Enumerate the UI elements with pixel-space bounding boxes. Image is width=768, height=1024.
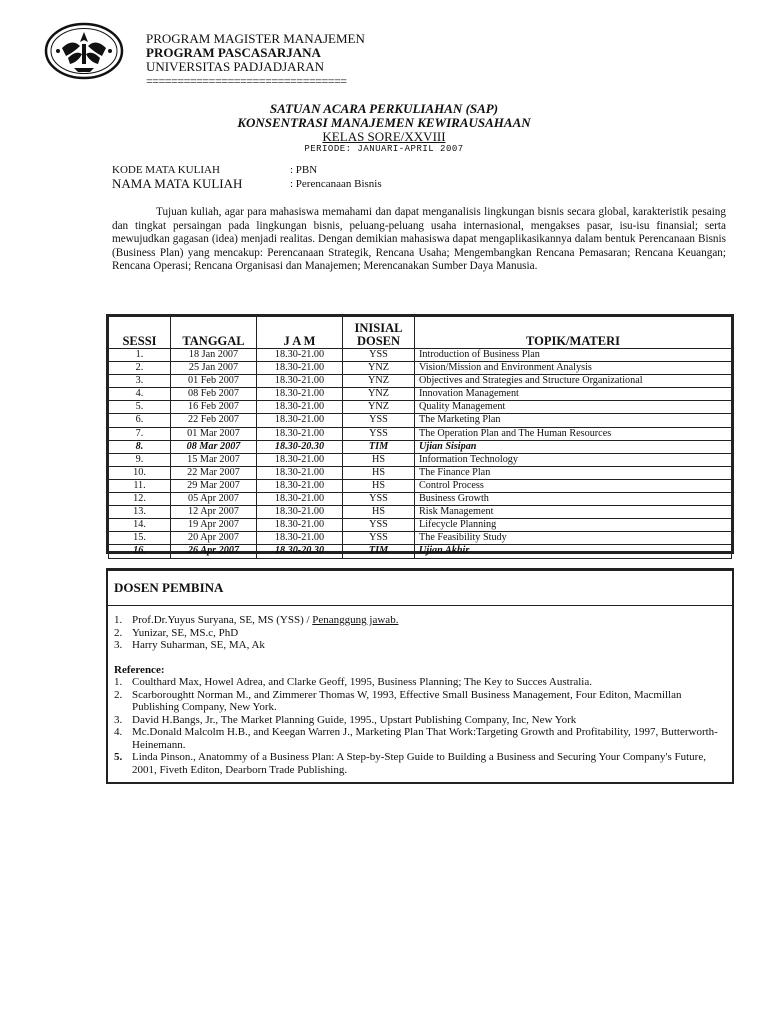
schedule-table-frame xyxy=(106,314,734,557)
cell-jam: 18.30-21.00 xyxy=(257,453,343,466)
cell-jam: 18.30-21.00 xyxy=(257,401,343,414)
cell-topik: Innovation Management xyxy=(415,388,732,401)
cell-sessi: 12. xyxy=(109,493,171,506)
cell-dosen: YSS xyxy=(343,427,415,440)
cell-topik: The Finance Plan xyxy=(415,466,732,479)
institution-line-3: UNIVERSITAS PADJADJARAN xyxy=(146,59,324,74)
reference-item xyxy=(114,751,728,776)
table-row xyxy=(109,479,732,492)
course-code-value: : PBN xyxy=(290,164,318,176)
header-dosen: DOSEN xyxy=(356,334,401,348)
reference-item xyxy=(114,676,728,689)
institution-separator: ================================ xyxy=(146,74,347,88)
institution-line-1: PROGRAM MAGISTER MANAJEMEN xyxy=(146,31,365,46)
list-item xyxy=(114,614,728,627)
table-row xyxy=(109,532,732,545)
reference-item xyxy=(114,714,728,727)
cell-jam: 18.30-21.00 xyxy=(257,466,343,479)
dosen-section xyxy=(106,568,734,784)
cell-sessi: 14. xyxy=(109,519,171,532)
cell-jam: 18.30-21.00 xyxy=(257,519,343,532)
cell-topik: Objectives and Strategies and Structure Organizational xyxy=(415,375,732,388)
institution-block xyxy=(146,32,365,88)
lecturer-name: Harry Suharman, SE, MA, Ak xyxy=(132,639,265,651)
reference-number: 5. xyxy=(114,751,123,763)
table-row xyxy=(109,375,732,388)
cell-sessi: 10. xyxy=(109,466,171,479)
cell-tanggal: 01 Feb 2007 xyxy=(171,375,257,388)
period-title: PERIODE: JANUARI-APRIL 2007 xyxy=(304,144,464,154)
cell-sessi: 6. xyxy=(109,414,171,427)
class-title: KELAS SORE/XXVIII xyxy=(322,129,446,144)
table-row xyxy=(109,349,732,362)
course-name-label: NAMA MATA KULIAH xyxy=(112,176,243,191)
list-item-number: 3. xyxy=(114,639,123,651)
university-emblem-icon xyxy=(44,22,124,80)
cell-sessi: 1. xyxy=(109,349,171,362)
course-info xyxy=(112,164,382,192)
cell-jam: 18.30-21.00 xyxy=(257,414,343,427)
cell-jam: 18.30-21.00 xyxy=(257,427,343,440)
header-tanggal: TANGGAL xyxy=(171,317,257,349)
reference-title: Reference: xyxy=(114,663,165,676)
cell-topik: The Marketing Plan xyxy=(415,414,732,427)
cell-jam: 18.30-21.00 xyxy=(257,506,343,519)
dosen-content xyxy=(108,606,732,776)
reference-text: Linda Pinson., Anatommy of a Business Plan: A Step-by-Step Guide to Building a Business and Securing Your Company's Future, 2001, Fiveth Editon, Dearborn Trade Publishing. xyxy=(132,751,706,776)
cell-dosen: YSS xyxy=(343,532,415,545)
cell-dosen: HS xyxy=(343,506,415,519)
cell-sessi: 8. xyxy=(109,440,171,453)
cell-sessi: 15. xyxy=(109,532,171,545)
cell-topik: Information Technology xyxy=(415,453,732,466)
cell-tanggal: 12 Apr 2007 xyxy=(171,506,257,519)
cell-sessi: 2. xyxy=(109,362,171,375)
table-row xyxy=(109,401,732,414)
cell-jam: 18.30-20.30 xyxy=(257,440,343,453)
cell-dosen: YNZ xyxy=(343,388,415,401)
lecturer-name: Prof.Dr.Yuyus Suryana, SE, MS (YSS) / xyxy=(132,614,313,626)
document-header xyxy=(0,0,768,100)
cell-dosen: YNZ xyxy=(343,401,415,414)
cell-dosen: YSS xyxy=(343,519,415,532)
cell-tanggal: 25 Jan 2007 xyxy=(171,362,257,375)
table-row xyxy=(109,388,732,401)
cell-tanggal: 15 Mar 2007 xyxy=(171,453,257,466)
institution-line-2: PROGRAM PASCASARJANA xyxy=(146,45,321,60)
cell-dosen: YSS xyxy=(343,349,415,362)
lecturer-role-note: Penanggung jawab. xyxy=(312,614,399,626)
cell-sessi: 4. xyxy=(109,388,171,401)
cell-topik: Risk Management xyxy=(415,506,732,519)
course-code-label: KODE MATA KULIAH xyxy=(112,164,220,176)
course-name-row xyxy=(112,176,382,192)
cell-dosen: HS xyxy=(343,466,415,479)
cell-jam: 18.30-21.00 xyxy=(257,493,343,506)
cell-dosen: HS xyxy=(343,479,415,492)
reference-item xyxy=(114,689,728,714)
course-code-row xyxy=(112,164,382,176)
cell-tanggal: 19 Apr 2007 xyxy=(171,519,257,532)
course-name-value: : Perencanaan Bisnis xyxy=(290,178,382,190)
table-row xyxy=(109,506,732,519)
cell-topik: Control Process xyxy=(415,479,732,492)
reference-text: David H.Bangs, Jr., The Market Planning Guide, 1995., Upstart Publishing Company, Inc, New York xyxy=(132,713,577,726)
header-sessi: SESSI xyxy=(109,317,171,349)
schedule-table xyxy=(108,316,732,559)
list-item-number: 2. xyxy=(114,626,123,639)
header-inisial: INISIAL xyxy=(354,321,403,335)
header-topik: TOPIK/MATERI xyxy=(415,317,732,349)
cell-tanggal: 01 Mar 2007 xyxy=(171,427,257,440)
table-row xyxy=(109,519,732,532)
cell-topik: Business Growth xyxy=(415,493,732,506)
dosen-list xyxy=(114,614,728,652)
cell-topik: Lifecycle Planning xyxy=(415,519,732,532)
cell-dosen: YNZ xyxy=(343,375,415,388)
document-titles xyxy=(0,102,768,155)
cell-tanggal: 05 Apr 2007 xyxy=(171,493,257,506)
list-item xyxy=(114,627,728,640)
cell-tanggal: 16 Feb 2007 xyxy=(171,401,257,414)
cell-dosen: TIM xyxy=(343,440,415,453)
cell-jam: 18.30-21.00 xyxy=(257,388,343,401)
table-row xyxy=(109,493,732,506)
list-item-text xyxy=(132,627,728,640)
document-title: SATUAN ACARA PERKULIAHAN (SAP) xyxy=(269,101,499,116)
reference-number: 3. xyxy=(114,713,123,726)
reference-number: 4. xyxy=(114,726,123,738)
cell-tanggal: 22 Feb 2007 xyxy=(171,414,257,427)
cell-dosen: YNZ xyxy=(343,362,415,375)
cell-topik: The Operation Plan and The Human Resources xyxy=(415,427,732,440)
cell-tanggal: 08 Mar 2007 xyxy=(171,440,257,453)
cell-topik: Ujian Akhir xyxy=(415,545,732,558)
table-row xyxy=(109,427,732,440)
list-item-number: 1. xyxy=(114,614,123,626)
cell-topik: Vision/Mission and Environment Analysis xyxy=(415,362,732,375)
table-row xyxy=(109,440,732,453)
schedule-header-row xyxy=(109,317,732,349)
table-row xyxy=(109,362,732,375)
cell-sessi: 13. xyxy=(109,506,171,519)
cell-dosen: YSS xyxy=(343,493,415,506)
cell-sessi: 5. xyxy=(109,401,171,414)
lecturer-name: Yunizar, SE, MS.c, PhD xyxy=(132,626,239,639)
cell-topik: The Feasibility Study xyxy=(415,532,732,545)
cell-tanggal: 22 Mar 2007 xyxy=(171,466,257,479)
cell-sessi: 16. xyxy=(109,545,171,558)
list-item-text xyxy=(132,614,728,627)
cell-sessi: 11. xyxy=(109,479,171,492)
reference-list xyxy=(114,676,728,776)
reference-text: Coulthard Max, Howel Adrea, and Clarke Geoff, 1995, Business Planning; The Key to Succes Australia. xyxy=(132,676,592,688)
cell-dosen: YSS xyxy=(343,414,415,427)
header-inisial-dosen xyxy=(343,317,415,349)
reference-text: Scarboroughtt Norman M., and Zimmerer Thomas W, 1993, Effective Small Business Management, Four Editon, Macmillan Publishing Company, New York. xyxy=(132,688,682,713)
cell-jam: 18.30-21.00 xyxy=(257,362,343,375)
cell-sessi: 7. xyxy=(109,427,171,440)
list-item-text xyxy=(132,639,728,652)
cell-sessi: 3. xyxy=(109,375,171,388)
table-row xyxy=(109,466,732,479)
cell-jam: 18.30-21.00 xyxy=(257,375,343,388)
schedule-body xyxy=(109,349,732,559)
cell-jam: 18.30-21.00 xyxy=(257,349,343,362)
cell-topik: Introduction of Business Plan xyxy=(415,349,732,362)
cell-tanggal: 26 Apr 2007 xyxy=(171,545,257,558)
cell-tanggal: 08 Feb 2007 xyxy=(171,388,257,401)
table-row xyxy=(109,545,732,558)
cell-sessi: 9. xyxy=(109,453,171,466)
cell-jam: 18.30-21.00 xyxy=(257,532,343,545)
cell-jam: 18.30-20.30 xyxy=(257,545,343,558)
reference-item xyxy=(114,726,728,751)
reference-text: Mc.Donald Malcolm H.B., and Keegan Warren J., Marketing Plan That Work:Targeting Growth and Profitability, 1997, Butterworth-Heinemann. xyxy=(132,726,718,751)
header-jam: J A M xyxy=(257,317,343,349)
reference-number: 1. xyxy=(114,676,123,688)
dosen-section-title: DOSEN PEMBINA xyxy=(108,571,732,606)
cell-topik: Quality Management xyxy=(415,401,732,414)
list-item xyxy=(114,639,728,652)
cell-tanggal: 18 Jan 2007 xyxy=(171,349,257,362)
cell-dosen: HS xyxy=(343,453,415,466)
table-row xyxy=(109,453,732,466)
cell-topik: Ujian Sisipan xyxy=(415,440,732,453)
concentration-title: KONSENTRASI MANAJEMEN KEWIRAUSAHAAN xyxy=(237,115,531,130)
reference-number: 2. xyxy=(114,688,123,701)
cell-jam: 18.30-21.00 xyxy=(257,479,343,492)
cell-dosen: TIM xyxy=(343,545,415,558)
cell-tanggal: 20 Apr 2007 xyxy=(171,532,257,545)
table-row xyxy=(109,414,732,427)
course-objective-paragraph: Tujuan kuliah, agar para mahasiswa memahami dan dapat menganalisis lingkungan bisnis secara global, karakteristik pesaing dan tingkat persaingan pada lingkungan bisnis, peluang-peluang usaha internasional, mengakses pasar, isu-isu finansial; serta mewujudkan gagasan (idea) menjadi realitas. Dengan demikian mahasiswa dapat mengaplikasikannya dalam bentuk Perencanaan Bisnis (Business Plan) yang mencakup: Perencanaan Strategik, Rencana Usaha; Mengembangkan Rencana Pemasaran; Rencana Keuangan; Rencana Operasi; Rencana Organisasi dan Manajemen; Merencanakan Sumber Daya Manusia. xyxy=(112,206,726,272)
cell-tanggal: 29 Mar 2007 xyxy=(171,479,257,492)
